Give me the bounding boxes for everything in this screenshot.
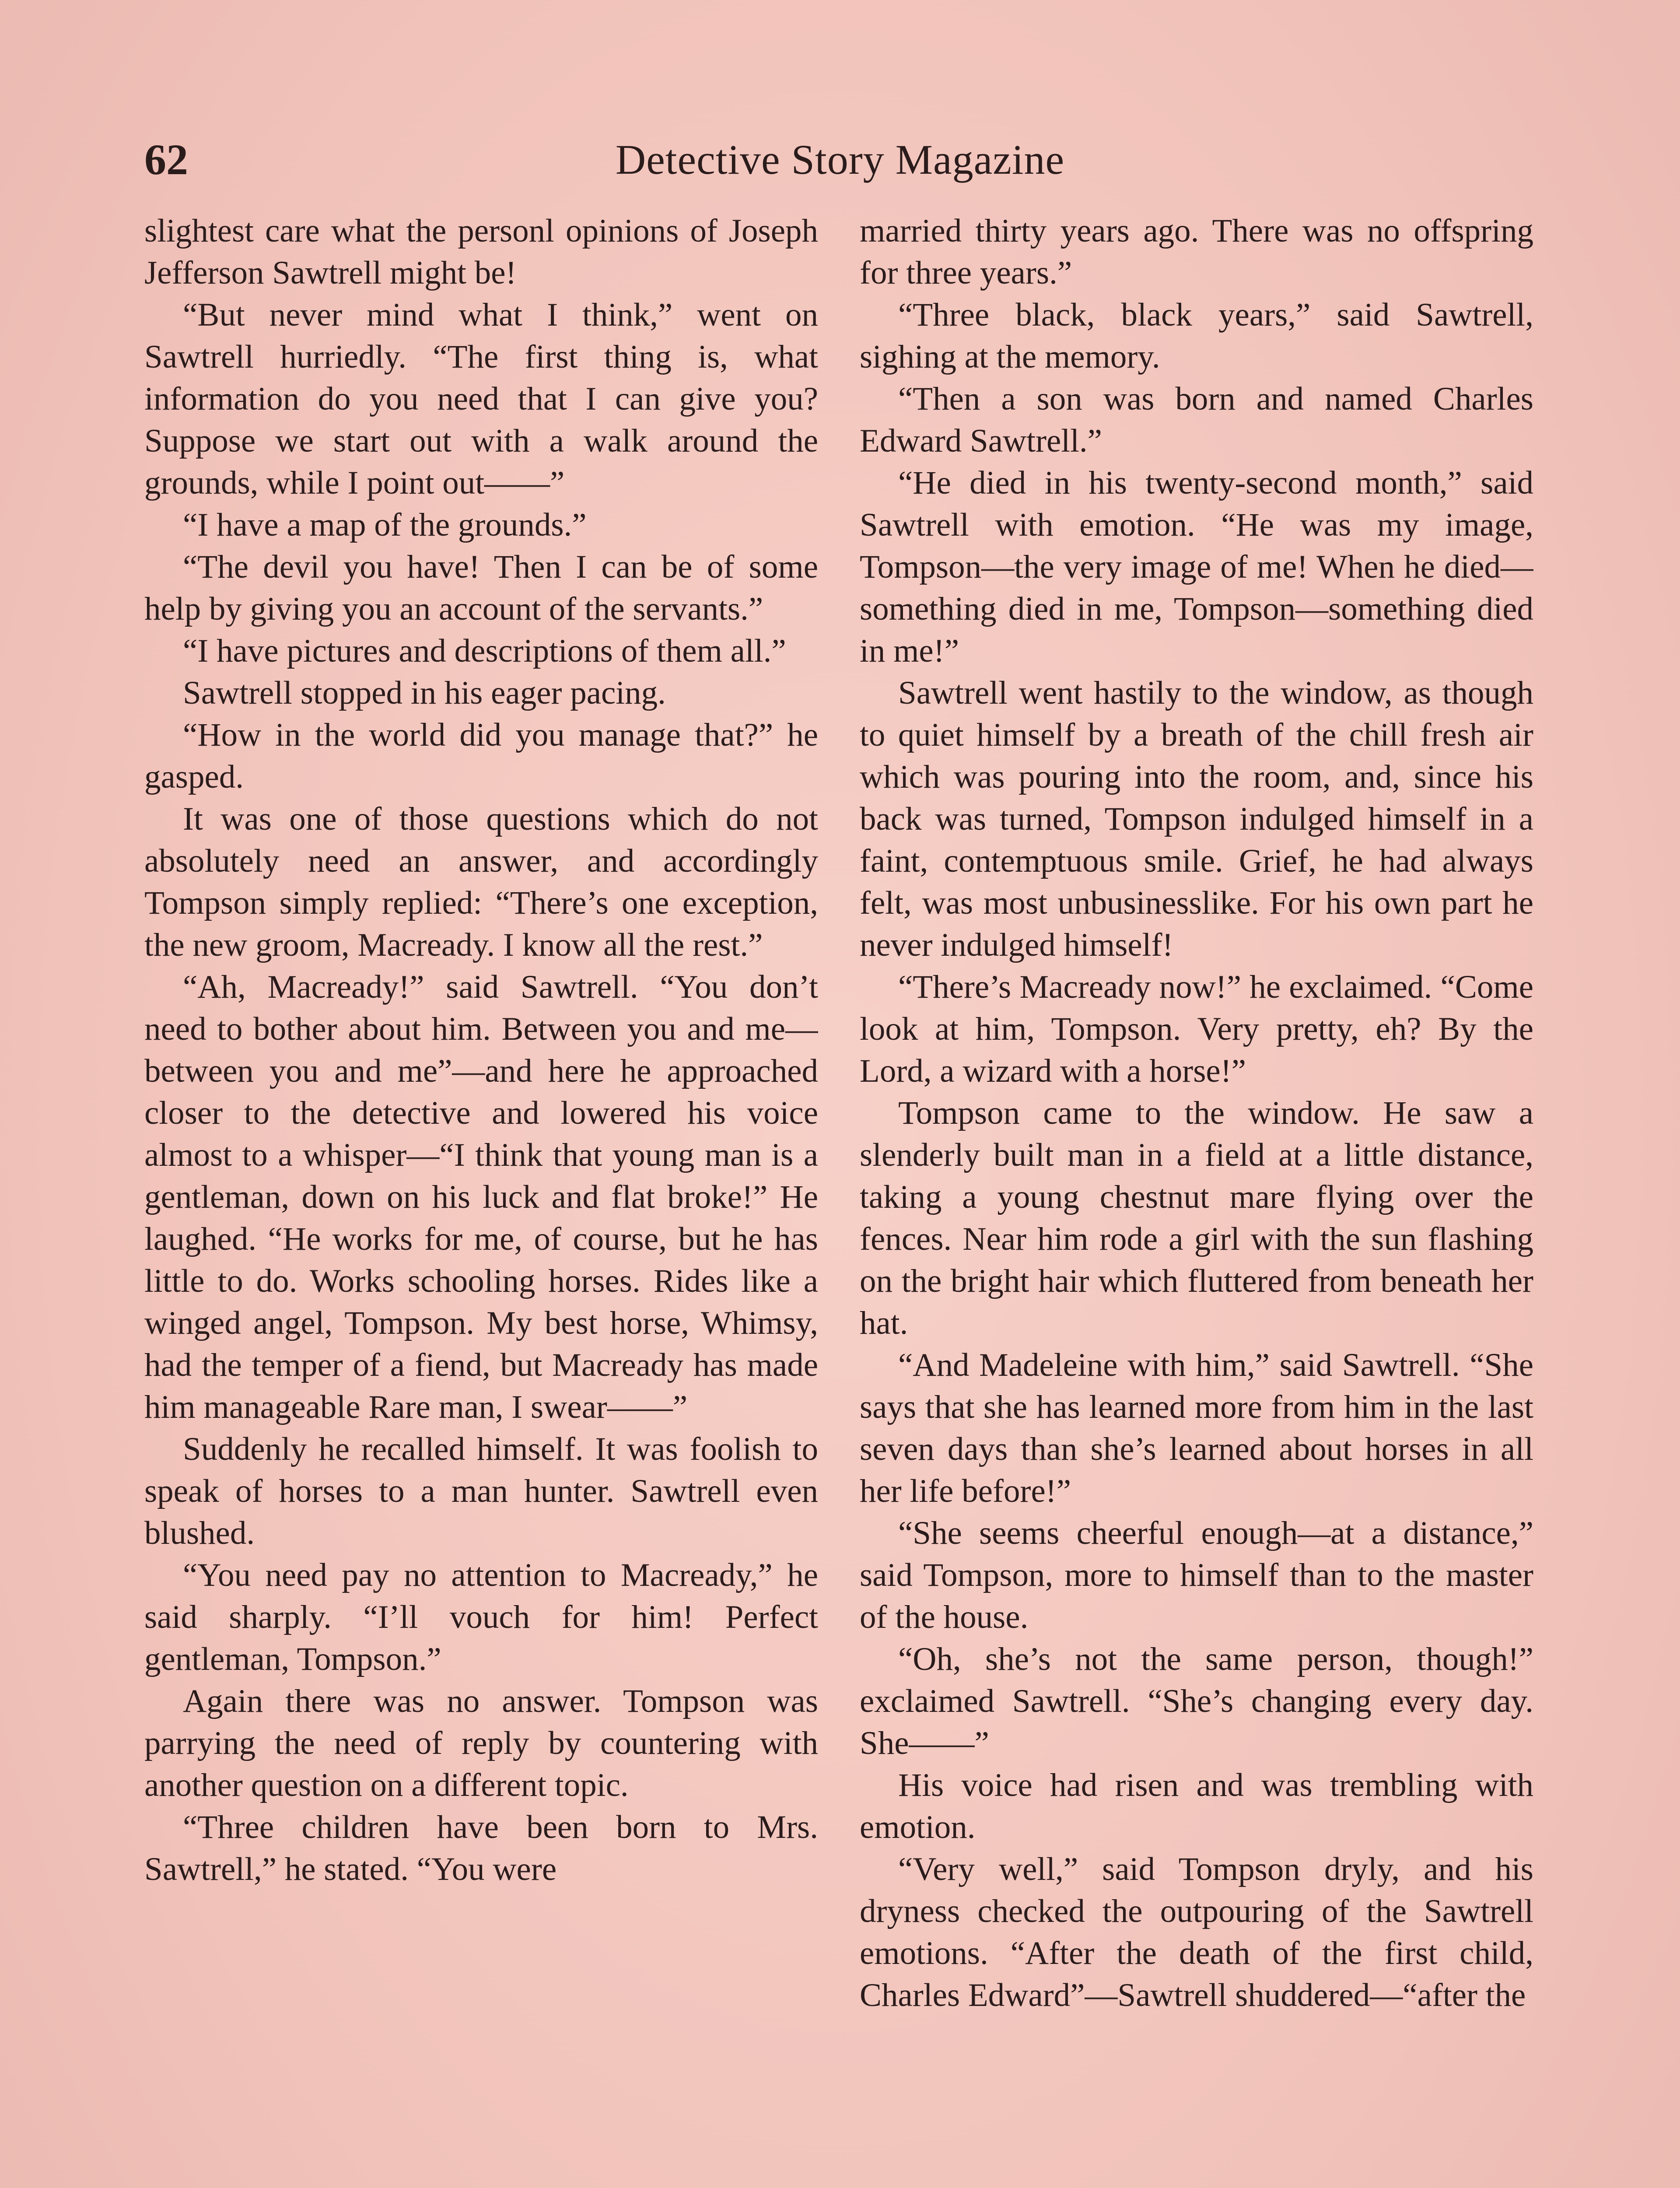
page-number: 62 xyxy=(144,135,188,184)
paragraph: Sawtrell went hastily to the window, as though to quiet himself by a breath of the chill fresh air which was pouring into the room, and, since his back was turned, Tompson indulged himself in a faint, contemptuous smile. Grief, he had always felt, was most unbusinesslike. For his own part he never indulged himself! xyxy=(860,675,1533,963)
paragraph: “Ah, Macready!” said Sawtrell. “You don’t need to bother about him. Between you and me—between you and me”—and here he approached closer to the detective and lowered his voice almost to a whisper—“I think that young man is a gentleman, down on his luck and flat broke!” He laughed. “He works for me, of course, but he has little to do. Works schooling horses. Rides like a winged angel, Tompson. My best horse, Whimsy, had the temper of a fiend, but Macready has made him manageable Rare man, I swear——” xyxy=(144,969,818,1425)
paragraph: “You need pay no attention to Macready,” he said sharply. “I’ll vouch for him! Perfect gentleman, Tompson.” xyxy=(144,1557,818,1677)
running-title: Detective Story Magazine xyxy=(615,136,1065,183)
paragraph: “He died in his twenty-second month,” said Sawtrell with emotion. “He was my image, Tompson—the very image of me! When he died—something died in me, Tompson—something died in me!” xyxy=(860,465,1533,669)
paragraph: “The devil you have! Then I can be of some help by giving you an account of the servants.” xyxy=(144,549,818,627)
paragraph: “I have a map of the grounds.” xyxy=(183,507,587,543)
paragraph: “Three black, black years,” said Sawtrell, sighing at the memory. xyxy=(860,297,1533,375)
paragraph: “She seems cheerful enough—at a distance,” said Tompson, more to himself than to the master of the house. xyxy=(860,1515,1533,1635)
paragraph: “And Madeleine with him,” said Sawtrell. “She says that she has learned more from him in the last seven days than she’s learned about horses in all her life before!” xyxy=(860,1347,1533,1509)
paragraph: “Very well,” said Tompson dryly, and his dryness checked the outpouring of the Sawtrell emotions. “After the death of the first child, Charles Edward”—Sawtrell shuddered—“after the xyxy=(860,1851,1533,2013)
paragraph: Again there was no answer. Tompson was parrying the need of reply by countering with another question on a different topic. xyxy=(144,1683,818,1803)
paragraph: “I have pictures and descriptions of them all.” xyxy=(183,633,786,669)
paragraph: slightest care what the personl opinions of Joseph Jefferson Sawtrell might be! xyxy=(144,213,818,291)
left-column xyxy=(144,210,818,2188)
paragraph: “How in the world did you manage that?” he gasped. xyxy=(144,717,818,795)
paragraph: Sawtrell stopped in his eager pacing. xyxy=(183,675,666,711)
paragraph: married thirty years ago. There was no offspring for three years.” xyxy=(860,213,1533,291)
paragraph: “There’s Macready now!” he exclaimed. “Come look at him, Tompson. Very pretty, eh? By the Lord, a wizard with a horse!” xyxy=(860,969,1533,1089)
paragraph: Suddenly he recalled himself. It was foolish to speak of horses to a man hunter. Sawtrell even blushed. xyxy=(144,1431,818,1551)
right-column xyxy=(860,210,1533,2188)
paragraph: “Then a son was born and named Charles Edward Sawtrell.” xyxy=(860,381,1533,459)
paragraph: “Three children have been born to Mrs. Sawtrell,” he stated. “You were xyxy=(144,1809,818,1887)
paragraph: His voice had risen and was trembling with emotion. xyxy=(860,1767,1533,1845)
paragraph: “But never mind what I think,” went on Sawtrell hurriedly. “The first thing is, what information do you need that I can give you? Suppose we start out with a walk around the grounds, while I point out——” xyxy=(144,297,818,501)
paragraph: “Oh, she’s not the same person, though!” exclaimed Sawtrell. “She’s changing every day. She——” xyxy=(860,1641,1533,1761)
paragraph: Tompson came to the window. He saw a slenderly built man in a field at a little distance, taking a young chestnut mare flying over the fences. Near him rode a girl with the sun flashing on the bright hair which fluttered from beneath her hat. xyxy=(860,1095,1533,1341)
paragraph: It was one of those questions which do not absolutely need an answer, and accordingly Tompson simply replied: “There’s one exception, the new groom, Macready. I know all the rest.” xyxy=(144,801,818,963)
page-header xyxy=(144,127,1536,193)
